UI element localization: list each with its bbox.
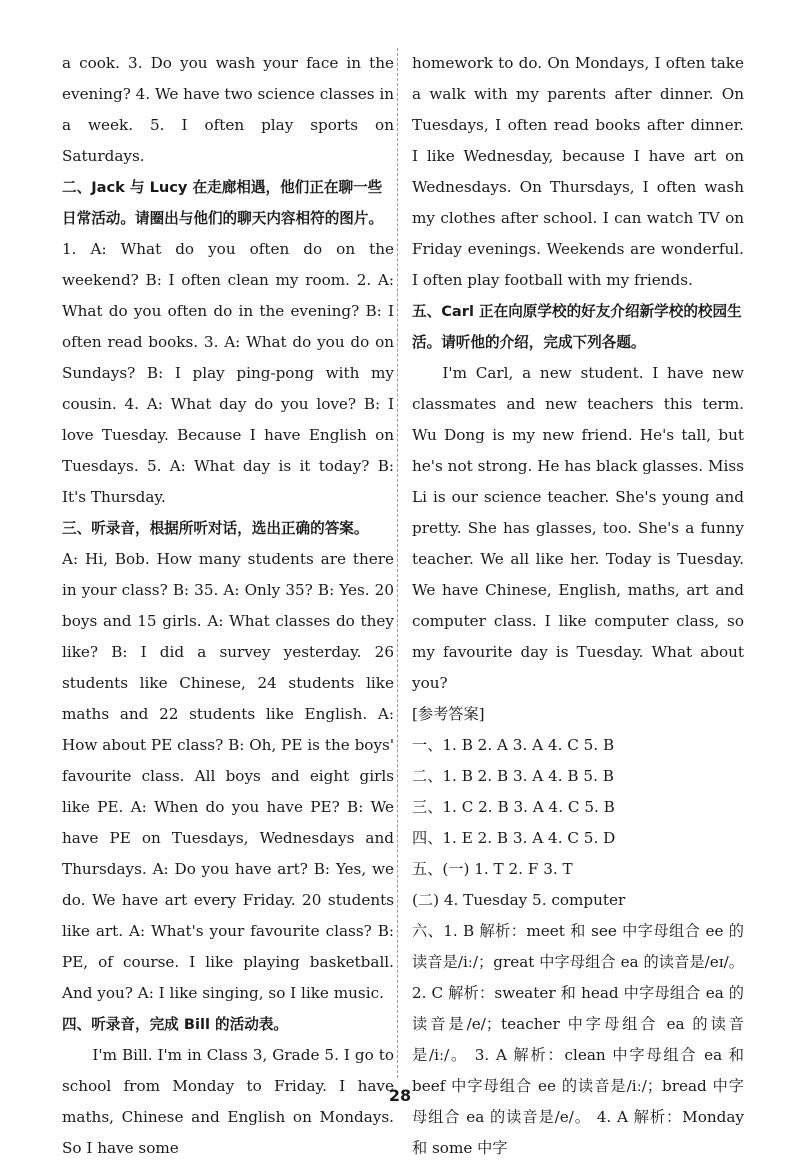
answer-row: 二、1. B 2. B 3. A 4. B 5. B xyxy=(412,767,614,785)
right-column xyxy=(412,48,744,1164)
answer-row: 五、(一) 1. T 2. F 3. T xyxy=(412,860,573,878)
column-divider xyxy=(397,48,398,1078)
answer-row: 四、1. E 2. B 3. A 4. C 5. D xyxy=(412,829,616,847)
section-2-dialogue: 1. A: What do you often do on the weekend? B: I often clean my room. 2. A: What do you often do in the evening? B: I often read books. 3. A: What do you do on Sundays? B: I play ping-pong with my cousin. 4. A: What day do you love? B: I love Tuesday. Because I have English on Tuesdays. 5. A: What day is it today? B: It's Thursday. xyxy=(62,240,394,506)
answer-row: (二) 4. Tuesday 5. computer xyxy=(412,891,626,909)
left-column xyxy=(62,48,394,1164)
section-4-heading: 四、听录音，完成 Bill 的活动表。 xyxy=(62,1016,289,1033)
section-4-passage-continued: homework to do. On Mondays, I often take a walk with my parents after dinner. On Tuesdays, I often read books after dinner. I like Wednesday, because I have art on Wednesdays. On Thursdays, I often wash my clothes after school. I can watch TV on Friday evenings. Weekends are wonderful. I often play football with my friends. xyxy=(412,54,744,289)
left-paragraph-continued: a cook. 3. Do you wash your face in the evening? 4. We have two science classes in a week. 5. I often play sports on Saturdays. xyxy=(62,54,394,165)
section-3-dialogue: A: Hi, Bob. How many students are there in your class? B: 35. A: Only 35? B: Yes. 20 boys and 15 girls. A: What classes do they like? B: I did a survey yesterday. 26 students like Chinese, 24 students like maths and 22 students like English. A: How about PE class? B: Oh, PE is the boys' favourite class. All boys and eight girls like PE. A: When do you have PE? B: We have PE on Tuesdays, Wednesdays and Thursdays. A: Do you have art? B: Yes, we do. We have art every Friday. 20 students like art. A: What's your favourite class? B: PE, of course. I like playing basketball. And you? A: I like singing, so I like music. xyxy=(62,550,394,1002)
section-5-heading: 五、Carl 正在向原学校的好友介绍新学校的校园生活。请听他的介绍，完成下列各题。 xyxy=(412,303,742,351)
section-4-passage: I'm Bill. I'm in Class 3, Grade 5. I go to school from Monday to Friday. I have maths, Chinese and English on Mondays. So I have some xyxy=(62,1046,394,1157)
answer-key-heading: [参考答案] xyxy=(412,705,485,723)
section-6-explanations: 六、1. B 解析：meet 和 see 中字母组合 ee 的读音是/iː/；great 中字母组合 ea 的读音是/eɪ/。 2. C 解析：sweater 和 head 中字母组合 ea 的读音是/e/；teacher 中字母组合 ea 的读音是/iː/。 3. A 解析：clean 中字母组合 ea 和 beef 中字母组合 ee 的读音是/iː/；bread 中字母组合 ea 的读音是/e/。 4. A 解析：Monday 和 some 中字 xyxy=(412,922,744,1157)
answer-row: 三、1. C 2. B 3. A 4. C 5. B xyxy=(412,798,615,816)
section-3-heading: 三、听录音，根据所听对话，选出正确的答案。 xyxy=(62,520,369,537)
section-2-heading: 二、Jack 与 Lucy 在走廊相遇，他们正在聊一些日常活动。请圈出与他们的聊天内容相符的图片。 xyxy=(62,179,384,227)
section-5-passage: I'm Carl, a new student. I have new classmates and new teachers this term. Wu Dong is my new friend. He's tall, but he's not strong. He has black glasses. Miss Li is our science teacher. She's young and pretty. She has glasses, too. She's a funny teacher. We all like her. Today is Tuesday. We have Chinese, English, maths, art and computer class. I like computer class, so my favourite day is Tuesday. What about you? xyxy=(412,364,744,692)
page-number: 28 xyxy=(388,1086,412,1105)
answer-row: 一、1. B 2. A 3. A 4. C 5. B xyxy=(412,736,615,754)
